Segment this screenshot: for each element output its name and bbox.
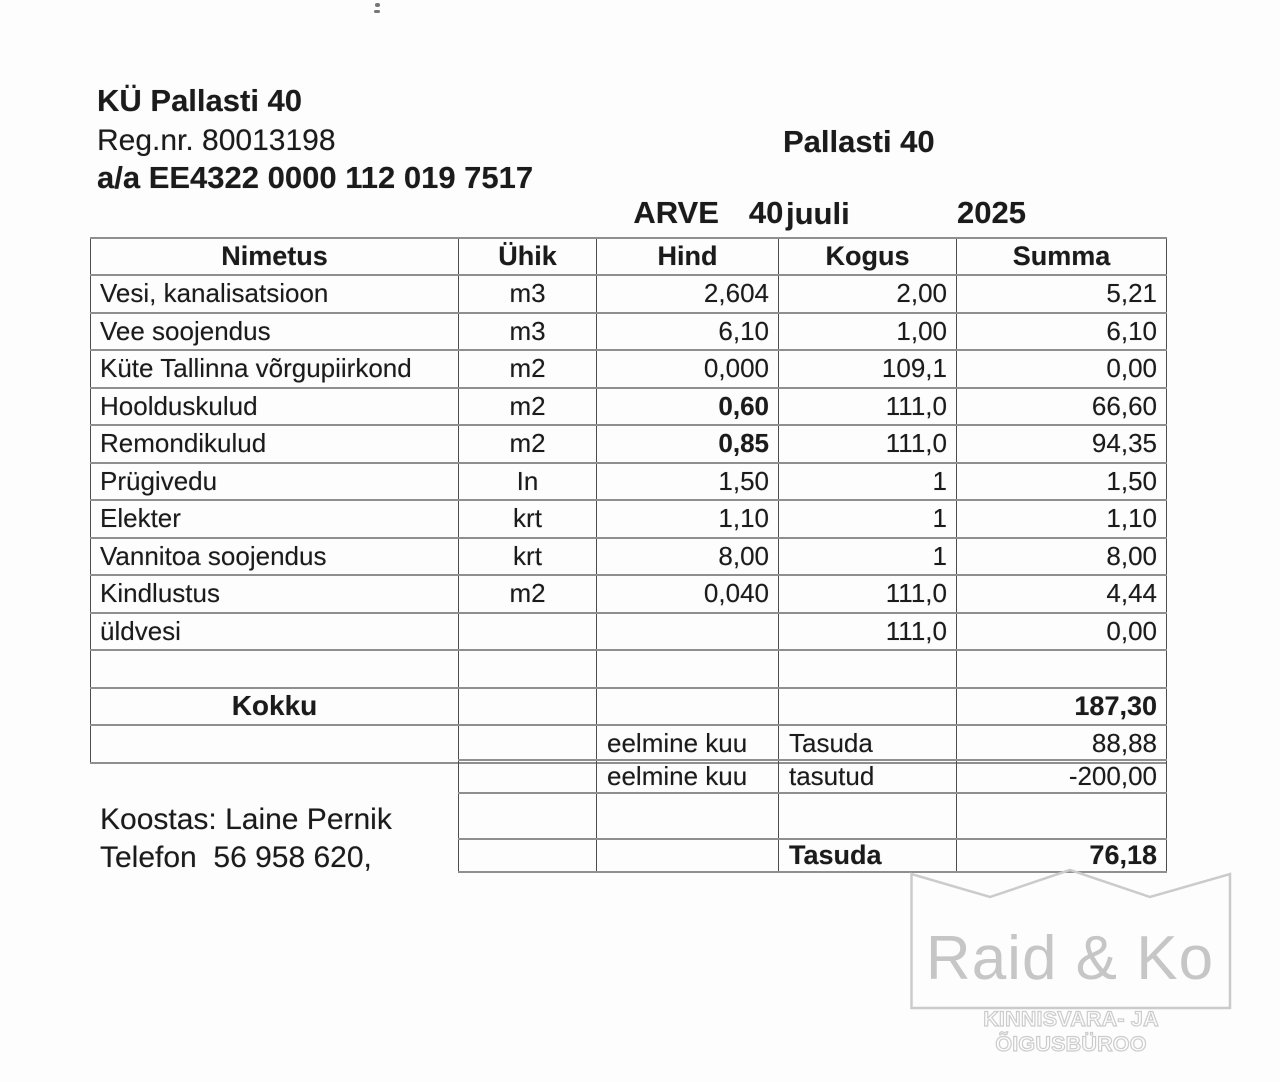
cell-hind — [597, 613, 779, 651]
cell-summa: 6,10 — [957, 313, 1167, 351]
cell-nimetus: Vannitoa soojendus — [91, 538, 459, 576]
cell-empty — [779, 793, 957, 839]
previous-period-label: eelmine kuu — [597, 760, 779, 793]
previous-row-label: Tasuda — [779, 725, 957, 763]
cell-summa: 4,44 — [957, 575, 1167, 613]
cell-kogus: 2,00 — [779, 275, 957, 313]
cell-summa: 1,50 — [957, 463, 1167, 501]
cell-nimetus: Hoolduskulud — [91, 388, 459, 426]
total-label: Kokku — [91, 688, 459, 726]
cell-empty — [459, 839, 597, 872]
table-row — [91, 500, 1167, 538]
cell-summa: 66,60 — [957, 388, 1167, 426]
table-row — [91, 388, 1167, 426]
cell-kogus: 1 — [779, 500, 957, 538]
cell-kogus: 111,0 — [779, 425, 957, 463]
cell-uhik: krt — [459, 538, 597, 576]
cell-nimetus: Kindlustus — [91, 575, 459, 613]
cell-nimetus: Küte Tallinna võrgupiirkond — [91, 350, 459, 388]
cell-kogus: 111,0 — [779, 613, 957, 651]
cell-nimetus: Vesi, kanalisatsioon — [91, 275, 459, 313]
scan-speck — [374, 10, 380, 13]
table-row — [91, 463, 1167, 501]
table-row — [91, 575, 1167, 613]
invoice-label: ARVE — [633, 195, 719, 231]
cell-empty — [779, 688, 957, 726]
invoice-month: juuli — [786, 196, 850, 231]
cell-uhik — [459, 650, 597, 688]
cell-uhik: In — [459, 463, 597, 501]
cell-kogus: 109,1 — [779, 350, 957, 388]
column-header-kogus: Kogus — [779, 238, 957, 275]
cell-hind: 0,040 — [597, 575, 779, 613]
cell-hind: 6,10 — [597, 313, 779, 351]
prepared-by: Koostas: Laine Pernik — [100, 803, 392, 836]
org-name: KÜ Pallasti 40 — [97, 83, 303, 118]
cell-empty — [459, 725, 597, 763]
previous-amount: -200,00 — [957, 760, 1167, 793]
phone-number: Telefon 56 958 620, — [100, 841, 372, 874]
table-row — [91, 425, 1167, 463]
cell-kogus: 111,0 — [779, 575, 957, 613]
cell-empty — [459, 688, 597, 726]
previous-period-label: eelmine kuu — [597, 725, 779, 763]
watermark-logo-frame — [910, 868, 1232, 1010]
cell-kogus: 1 — [779, 538, 957, 576]
cell-summa: 94,35 — [957, 425, 1167, 463]
empty-row — [459, 793, 1167, 839]
table-row — [91, 313, 1167, 351]
cell-nimetus — [91, 650, 459, 688]
watermark-name: Raid & Ko — [925, 924, 1215, 993]
reg-number: Reg.nr. 80013198 — [97, 124, 336, 157]
cell-hind: 2,604 — [597, 275, 779, 313]
cell-empty — [957, 793, 1167, 839]
previous-month-row — [459, 760, 1167, 793]
table-row — [91, 613, 1167, 651]
cell-kogus: 1,00 — [779, 313, 957, 351]
cell-uhik: m2 — [459, 388, 597, 426]
cell-summa: 0,00 — [957, 350, 1167, 388]
invoice-number: 40 — [748, 195, 784, 231]
cell-nimetus: Elekter — [91, 500, 459, 538]
cell-hind — [597, 650, 779, 688]
cell-hind: 0,60 — [597, 388, 779, 426]
cell-summa: 5,21 — [957, 275, 1167, 313]
cell-summa: 0,00 — [957, 613, 1167, 651]
column-header-summa: Summa — [957, 238, 1167, 275]
scan-speck — [375, 3, 380, 7]
cell-uhik: m2 — [459, 425, 597, 463]
previous-row-label: tasutud — [779, 760, 957, 793]
cell-empty — [597, 839, 779, 872]
cell-empty — [91, 725, 459, 763]
cell-empty — [459, 760, 597, 793]
building-name: Pallasti 40 — [783, 124, 935, 159]
due-label: Tasuda — [779, 839, 957, 872]
cell-empty — [597, 688, 779, 726]
table-row — [91, 350, 1167, 388]
summary-table — [458, 759, 1167, 873]
cell-nimetus: Vee soojendus — [91, 313, 459, 351]
due-amount: 76,18 — [957, 839, 1167, 872]
column-header-uhik: Ühik — [459, 238, 597, 275]
cell-hind: 1,50 — [597, 463, 779, 501]
table-row — [91, 275, 1167, 313]
column-header-hind: Hind — [597, 238, 779, 275]
cell-hind: 8,00 — [597, 538, 779, 576]
cell-empty — [459, 793, 597, 839]
due-row — [459, 839, 1167, 872]
cell-kogus: 1 — [779, 463, 957, 501]
total-amount: 187,30 — [957, 688, 1167, 726]
table-header-row — [91, 238, 1167, 275]
cell-uhik: m3 — [459, 275, 597, 313]
cell-summa — [957, 650, 1167, 688]
table-row-empty — [91, 650, 1167, 688]
column-header-nimetus: Nimetus — [91, 238, 459, 275]
cell-nimetus: Prügivedu — [91, 463, 459, 501]
watermark — [910, 868, 1232, 1056]
cell-uhik: m2 — [459, 350, 597, 388]
cell-uhik: m3 — [459, 313, 597, 351]
charges-table — [90, 237, 1167, 764]
invoice-year: 2025 — [957, 195, 1026, 230]
cell-nimetus: Remondikulud — [91, 425, 459, 463]
cell-summa: 8,00 — [957, 538, 1167, 576]
cell-summa: 1,10 — [957, 500, 1167, 538]
cell-empty — [597, 793, 779, 839]
watermark-tagline: KINNISVARA- JA ÕIGUSBÜROO — [983, 1007, 1159, 1056]
cell-uhik: m2 — [459, 575, 597, 613]
cell-uhik: krt — [459, 500, 597, 538]
cell-uhik — [459, 613, 597, 651]
cell-hind: 0,85 — [597, 425, 779, 463]
total-row — [91, 688, 1167, 726]
cell-nimetus: üldvesi — [91, 613, 459, 651]
table-row — [91, 538, 1167, 576]
cell-hind: 1,10 — [597, 500, 779, 538]
previous-month-row — [91, 725, 1167, 763]
cell-hind: 0,000 — [597, 350, 779, 388]
previous-amount: 88,88 — [957, 725, 1167, 763]
cell-kogus: 111,0 — [779, 388, 957, 426]
bank-account: a/a EE4322 0000 112 019 7517 — [97, 160, 534, 195]
cell-kogus — [779, 650, 957, 688]
